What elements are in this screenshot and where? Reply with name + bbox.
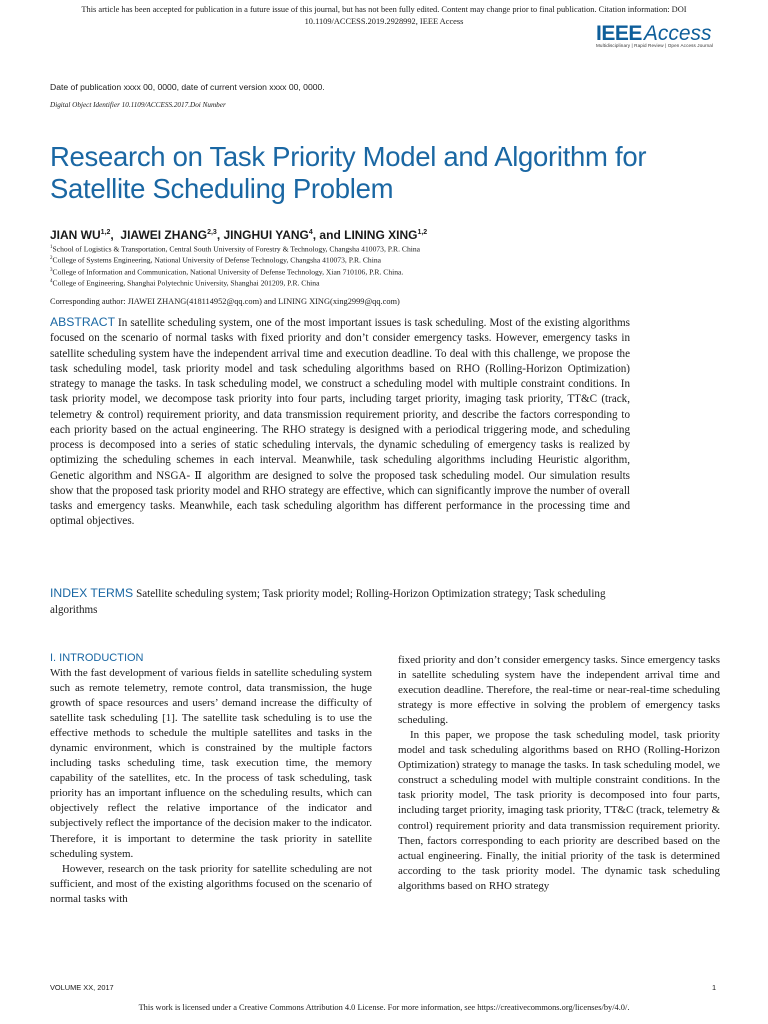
author-affil-sup: 1,2 xyxy=(417,229,428,236)
body-paragraph: With the fast development of various fields in satellite scheduling system such as remote telemetry, remote control, data transmission, the huge growth of space resources and users’ demand increase the difficulty of satellite task scheduling [1]. The satellite task scheduling is to use the effective methods to schedule the multiple satellites and tasks in the dynamic environment, which is constrained by the multiple factors including tasks scheduling time, task execution time, the memory capability of the satellites, etc. In the process of task scheduling, task priority has an important influence on the scheduling results, which can objectively reflect the relative importance of the indicator and subjectively reflect the importance of the decision maker to the indicator. Therefore, it is important to determine the task priority in satellite scheduling system. xyxy=(50,667,372,860)
author-affil-sup: 2,3 xyxy=(207,229,217,236)
abstract-text: In satellite scheduling system, one of the most important issues is task scheduling. Most of the existing algorithms focused on the scenario of normal tasks with fixed priority and don’t consider emergency tasks. However, emergency tasks in satellite scheduling system have the independent arrival time and execution deadline. To deal with this challenge, we propose the task scheduling model, task priority model and task scheduling algorithms based on RHO (Rolling-Horizon Optimization) strategy to manage the tasks. In task scheduling model, we construct a scheduling model with multiple constraint conditions. In task priority model, we decompose task priority into four parts, including target priority, imaging task priority, TT&C (track, telemetry & control) requirement priority, and data transmission requirement priority, and describe the factors corresponding to each priority based on the actual engineering. The RHO strategy is designed with a periodical triggering mode, and scheduling process is decomposed into a series of static scheduling intervals, the dynamic scheduling of emergency tasks is realized by optimizing the scheduling schemes in each interval. Meanwhile, task scheduling algorithms including Heuristic algorithm, Genetic algorithm and NSGA- Ⅱ algorithm are designed to solve the proposed task scheduling model. Our simulation results show that the proposed task priority model and RHO strategy are effective, which can significantly improve the number of overall tasks and emergency tasks. Meanwhile, each task scheduling algorithm has different performance in the processing time and optimal objectives. xyxy=(50,317,630,528)
logo-access-text: Access xyxy=(643,22,712,45)
body-paragraph: In this paper, we propose the task scheduling model, task priority model and task scheduling algorithms based on RHO (Rolling-Horizon Optimization) strategy to manage the tasks. In task scheduling model, we construct a scheduling model with multiple constraint conditions. In the task priority model, The task priority is decomposed into four parts, including target priority, imaging task priority, TT&C (track, telemetry & control) requirement priority and data transmission requirement priority. Then, factors corresponding to each priority are described based on the actual engineering. Finally, the initial priority of the task is determined according to the task priority model. The dynamic task scheduling algorithms based on RHO strategy xyxy=(398,729,720,892)
affiliation-text: College of Engineering, Shanghai Polytechnic University, Shanghai 201209, P.R. China xyxy=(52,278,320,288)
author-list xyxy=(50,228,427,242)
affiliation-number: 1 xyxy=(50,245,53,250)
affiliation xyxy=(50,254,650,266)
author-separator: , xyxy=(110,228,121,242)
author-name: JIAWEI ZHANG xyxy=(120,228,208,242)
body-column-right xyxy=(398,653,720,894)
author-name: LINING XING xyxy=(344,228,418,242)
author-affil-sup: 4 xyxy=(308,229,313,236)
abstract-label: ABSTRACT xyxy=(50,315,116,329)
logo-ieee-text: IEEE xyxy=(596,22,642,45)
abstract xyxy=(50,315,630,530)
affiliation-number: 3 xyxy=(50,268,53,273)
affiliation xyxy=(50,277,650,289)
index-terms xyxy=(50,586,650,618)
volume-footer: VOLUME XX, 2017 xyxy=(50,983,114,992)
author-separator: , xyxy=(216,228,224,242)
body-column-left xyxy=(50,666,372,907)
author-name: JINGHUI YANG xyxy=(223,228,309,242)
doi-line: Digital Object Identifier 10.1109/ACCESS.2017.Doi Number xyxy=(50,101,226,109)
affiliation-text: School of Logistics & Transportation, Central South University of Forestry & Technology, Changsha 410073, P.R. China xyxy=(52,244,421,254)
index-terms-label: INDEX TERMS xyxy=(50,586,134,600)
notice-line-2: 10.1109/ACCESS.2019.2928992, IEEE Access xyxy=(304,17,464,26)
author-name: JIAN WU xyxy=(50,228,101,242)
author-separator: , and xyxy=(312,228,345,242)
body-paragraph: However, research on the task priority for satellite scheduling are not sufficient, and most of the existing algorithms focused on the scenario of normal tasks with xyxy=(50,862,372,905)
logo-tagline: Multidisciplinary | Rapid Review | Open Access Journal xyxy=(596,43,714,48)
notice-line-1: This article has been accepted for publication in a future issue of this journal, but has not been fully edited. Content may change prior to final publication. Citation information: DOI xyxy=(81,5,687,14)
affiliation-text: College of Systems Engineering, National University of Defense Technology, Changsha 410073, P.R. China xyxy=(52,255,381,265)
affiliation-text: College of Information and Communication, National University of Defense Technology, Xian 710106, P.R. China. xyxy=(52,267,404,277)
index-terms-text: Satellite scheduling system; Task priority model; Rolling-Horizon Optimization strategy; Task scheduling algorithms xyxy=(50,588,606,616)
paper-title: Research on Task Priority Model and Algorithm for Satellite Scheduling Problem xyxy=(50,141,647,204)
ieee-access-logo xyxy=(596,22,732,56)
section-heading: I. INTRODUCTION xyxy=(50,652,144,664)
publication-date: Date of publication xxxx 00, 0000, date of current version xxxx 00, 0000. xyxy=(50,82,325,92)
author-affil-sup: 1,2 xyxy=(100,229,111,236)
corresponding-author: Corresponding author: JIAWEI ZHANG(418114952@qq.com) and LINING XING(xing2999@qq.com) xyxy=(50,297,400,306)
affiliation-number: 4 xyxy=(50,279,53,284)
page-number: 1 xyxy=(712,983,717,992)
body-paragraph: fixed priority and don’t consider emergency tasks. Since emergency tasks in satellite scheduling system have the independent arrival time and execution deadline. Therefore, the real-time or near-real-time scheduling strategy is more effective in solving the problem of emergency tasks scheduling. xyxy=(398,654,720,727)
affiliation-number: 2 xyxy=(50,256,53,261)
license-notice: This work is licensed under a Creative Commons Attribution 4.0 License. For more information, see https://creativecommons.org/licenses/by/4.0/. xyxy=(138,1003,630,1012)
